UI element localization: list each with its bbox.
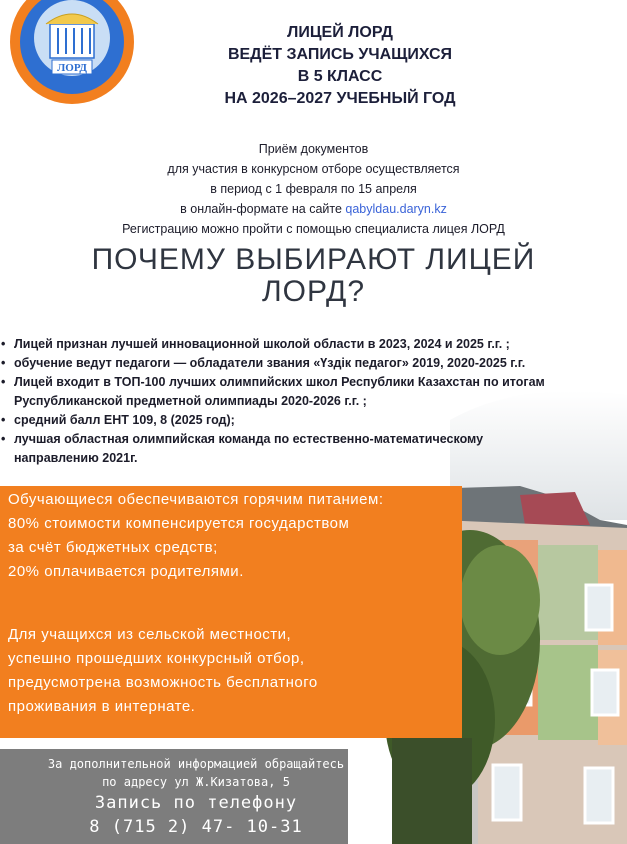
food-line: 20% оплачивается родителями. bbox=[8, 563, 244, 580]
dorm-line: успешно прошедших конкурсный отбор, bbox=[8, 650, 305, 667]
logo-text: ЛОРД bbox=[57, 62, 87, 74]
list-item bbox=[0, 354, 627, 373]
contact-info bbox=[0, 755, 392, 839]
list-item-text: направлению 2021г. bbox=[14, 451, 138, 465]
bullet-icon: • bbox=[1, 432, 6, 446]
bullet-icon: • bbox=[1, 337, 6, 351]
title-line: ВЕДЁТ ЗАПИСЬ УЧАЩИХСЯ bbox=[227, 46, 453, 63]
admission-info bbox=[0, 139, 627, 239]
list-item-continuation bbox=[0, 449, 627, 468]
list-item bbox=[0, 411, 627, 430]
list-item-text: средний балл ЕНТ 109, 8 (2025 год); bbox=[14, 413, 235, 427]
why-line: ПОЧЕМУ ВЫБИРАЮТ ЛИЦЕЙ bbox=[91, 243, 536, 276]
page-title bbox=[140, 22, 540, 110]
list-item-continuation bbox=[0, 392, 627, 411]
contact-line: Запись по телефону bbox=[94, 793, 298, 813]
food-info bbox=[8, 488, 458, 584]
dorm-line: предусмотрена возможность бесплатного bbox=[8, 674, 318, 691]
list-item-text: Лицей признан лучшей инновационной школой области в 2023, 2024 и 2025 г.г. ; bbox=[14, 337, 510, 351]
bullet-icon: • bbox=[1, 356, 6, 370]
website-link[interactable]: qabyldau.daryn.kz bbox=[345, 202, 447, 216]
why-line: ЛОРД? bbox=[261, 275, 366, 308]
list-item-text: Руспубликанской предметной олимпиады 2020-2026 г.г. ; bbox=[14, 394, 367, 408]
dorm-line: Для учащихся из сельской местности, bbox=[8, 626, 292, 643]
info-line: Приём документов bbox=[258, 142, 369, 156]
contact-line: За дополнительной информацией обращайтесь bbox=[47, 757, 345, 771]
why-heading bbox=[0, 244, 627, 308]
title-line: В 5 КЛАСС bbox=[297, 68, 383, 85]
food-line: за счёт бюджетных средств; bbox=[8, 539, 218, 556]
list-item-text: Лицей входит в ТОП-100 лучших олимпийских школ Республики Казахстан по итогам bbox=[14, 375, 545, 389]
list-item-text: обучение ведут педагоги — обладатели звания «Үздік педагог» 2019, 2020-2025 г.г. bbox=[14, 356, 526, 370]
contact-phone[interactable]: 8 (715 2) 47- 10-31 bbox=[89, 817, 303, 837]
reasons-list bbox=[0, 335, 627, 468]
info-line bbox=[0, 199, 627, 219]
list-item-text: лучшая областная олимпийская команда по естественно-математическому bbox=[14, 432, 484, 446]
bullet-icon: • bbox=[1, 375, 6, 389]
info-line: Регистрацию можно пройти с помощью специалиста лицея ЛОРД bbox=[122, 222, 505, 236]
bullet-icon: • bbox=[1, 413, 6, 427]
contact-address: по адресу ул Ж.Кизатова, 5 bbox=[102, 775, 290, 789]
dorm-line: проживания в интернате. bbox=[8, 698, 196, 715]
info-line: в период с 1 февраля по 15 апреля bbox=[210, 182, 417, 196]
list-item bbox=[0, 373, 627, 392]
list-item bbox=[0, 430, 627, 449]
title-line: ЛИЦЕЙ ЛОРД bbox=[287, 24, 393, 41]
title-line: НА 2026–2027 УЧЕБНЫЙ ГОД bbox=[224, 90, 456, 107]
list-item bbox=[0, 335, 627, 354]
food-line: Обучающиеся обеспечиваются горячим питанием: bbox=[8, 491, 384, 508]
dorm-info bbox=[8, 623, 458, 719]
lyceum-logo bbox=[6, 0, 138, 106]
info-prefix: в онлайн-формате на сайте bbox=[180, 202, 346, 216]
food-line: 80% стоимости компенсируется государством bbox=[8, 515, 350, 532]
info-line: для участия в конкурсном отборе осуществляется bbox=[167, 162, 460, 176]
